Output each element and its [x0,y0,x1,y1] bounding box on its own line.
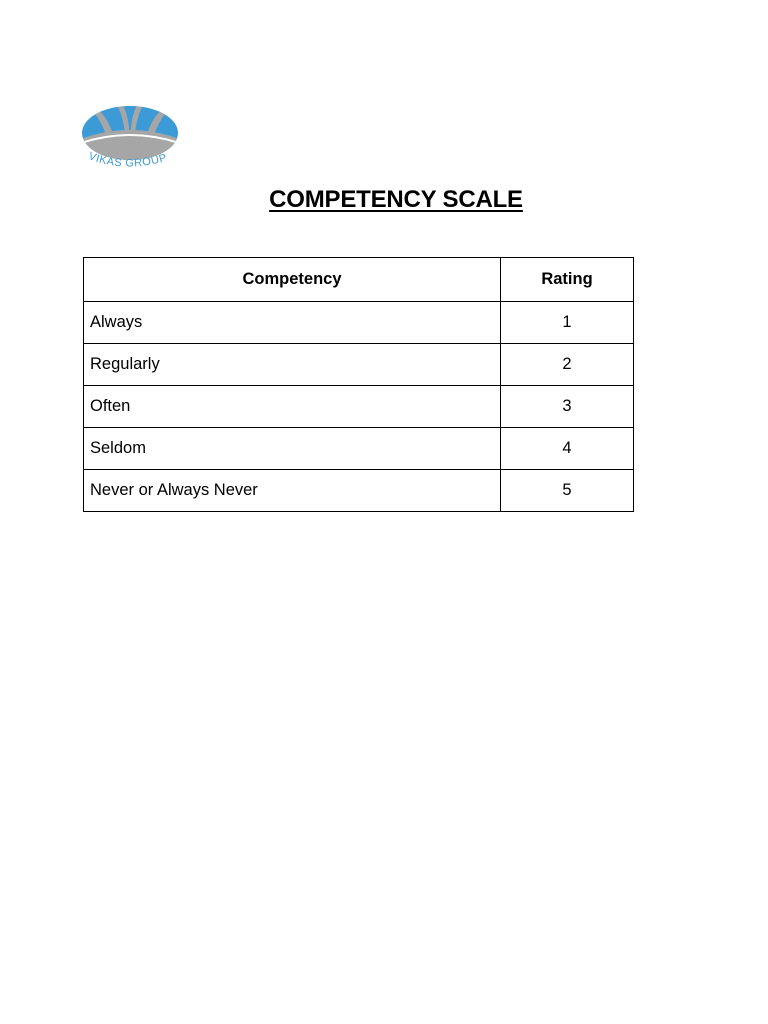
competency-cell: Always [84,302,501,344]
table-row [84,428,634,470]
competency-cell: Never or Always Never [84,470,501,512]
header-rating: Rating [501,258,634,302]
competency-cell: Regularly [84,344,501,386]
vikas-group-logo [80,100,184,176]
page-title: COMPETENCY SCALE [269,186,523,213]
table-row [84,344,634,386]
logo-text: VIKAS GROUP [86,150,169,170]
table-row [84,302,634,344]
rating-cell: 1 [501,302,634,344]
header-competency: Competency [84,258,501,302]
table-row [84,386,634,428]
competency-cell: Often [84,386,501,428]
rating-cell: 4 [501,428,634,470]
rating-cell: 2 [501,344,634,386]
logo-icon [80,100,184,176]
table-header-row [84,258,634,302]
competency-table [83,257,634,512]
rating-cell: 5 [501,470,634,512]
rating-cell: 3 [501,386,634,428]
table-row [84,470,634,512]
competency-cell: Seldom [84,428,501,470]
